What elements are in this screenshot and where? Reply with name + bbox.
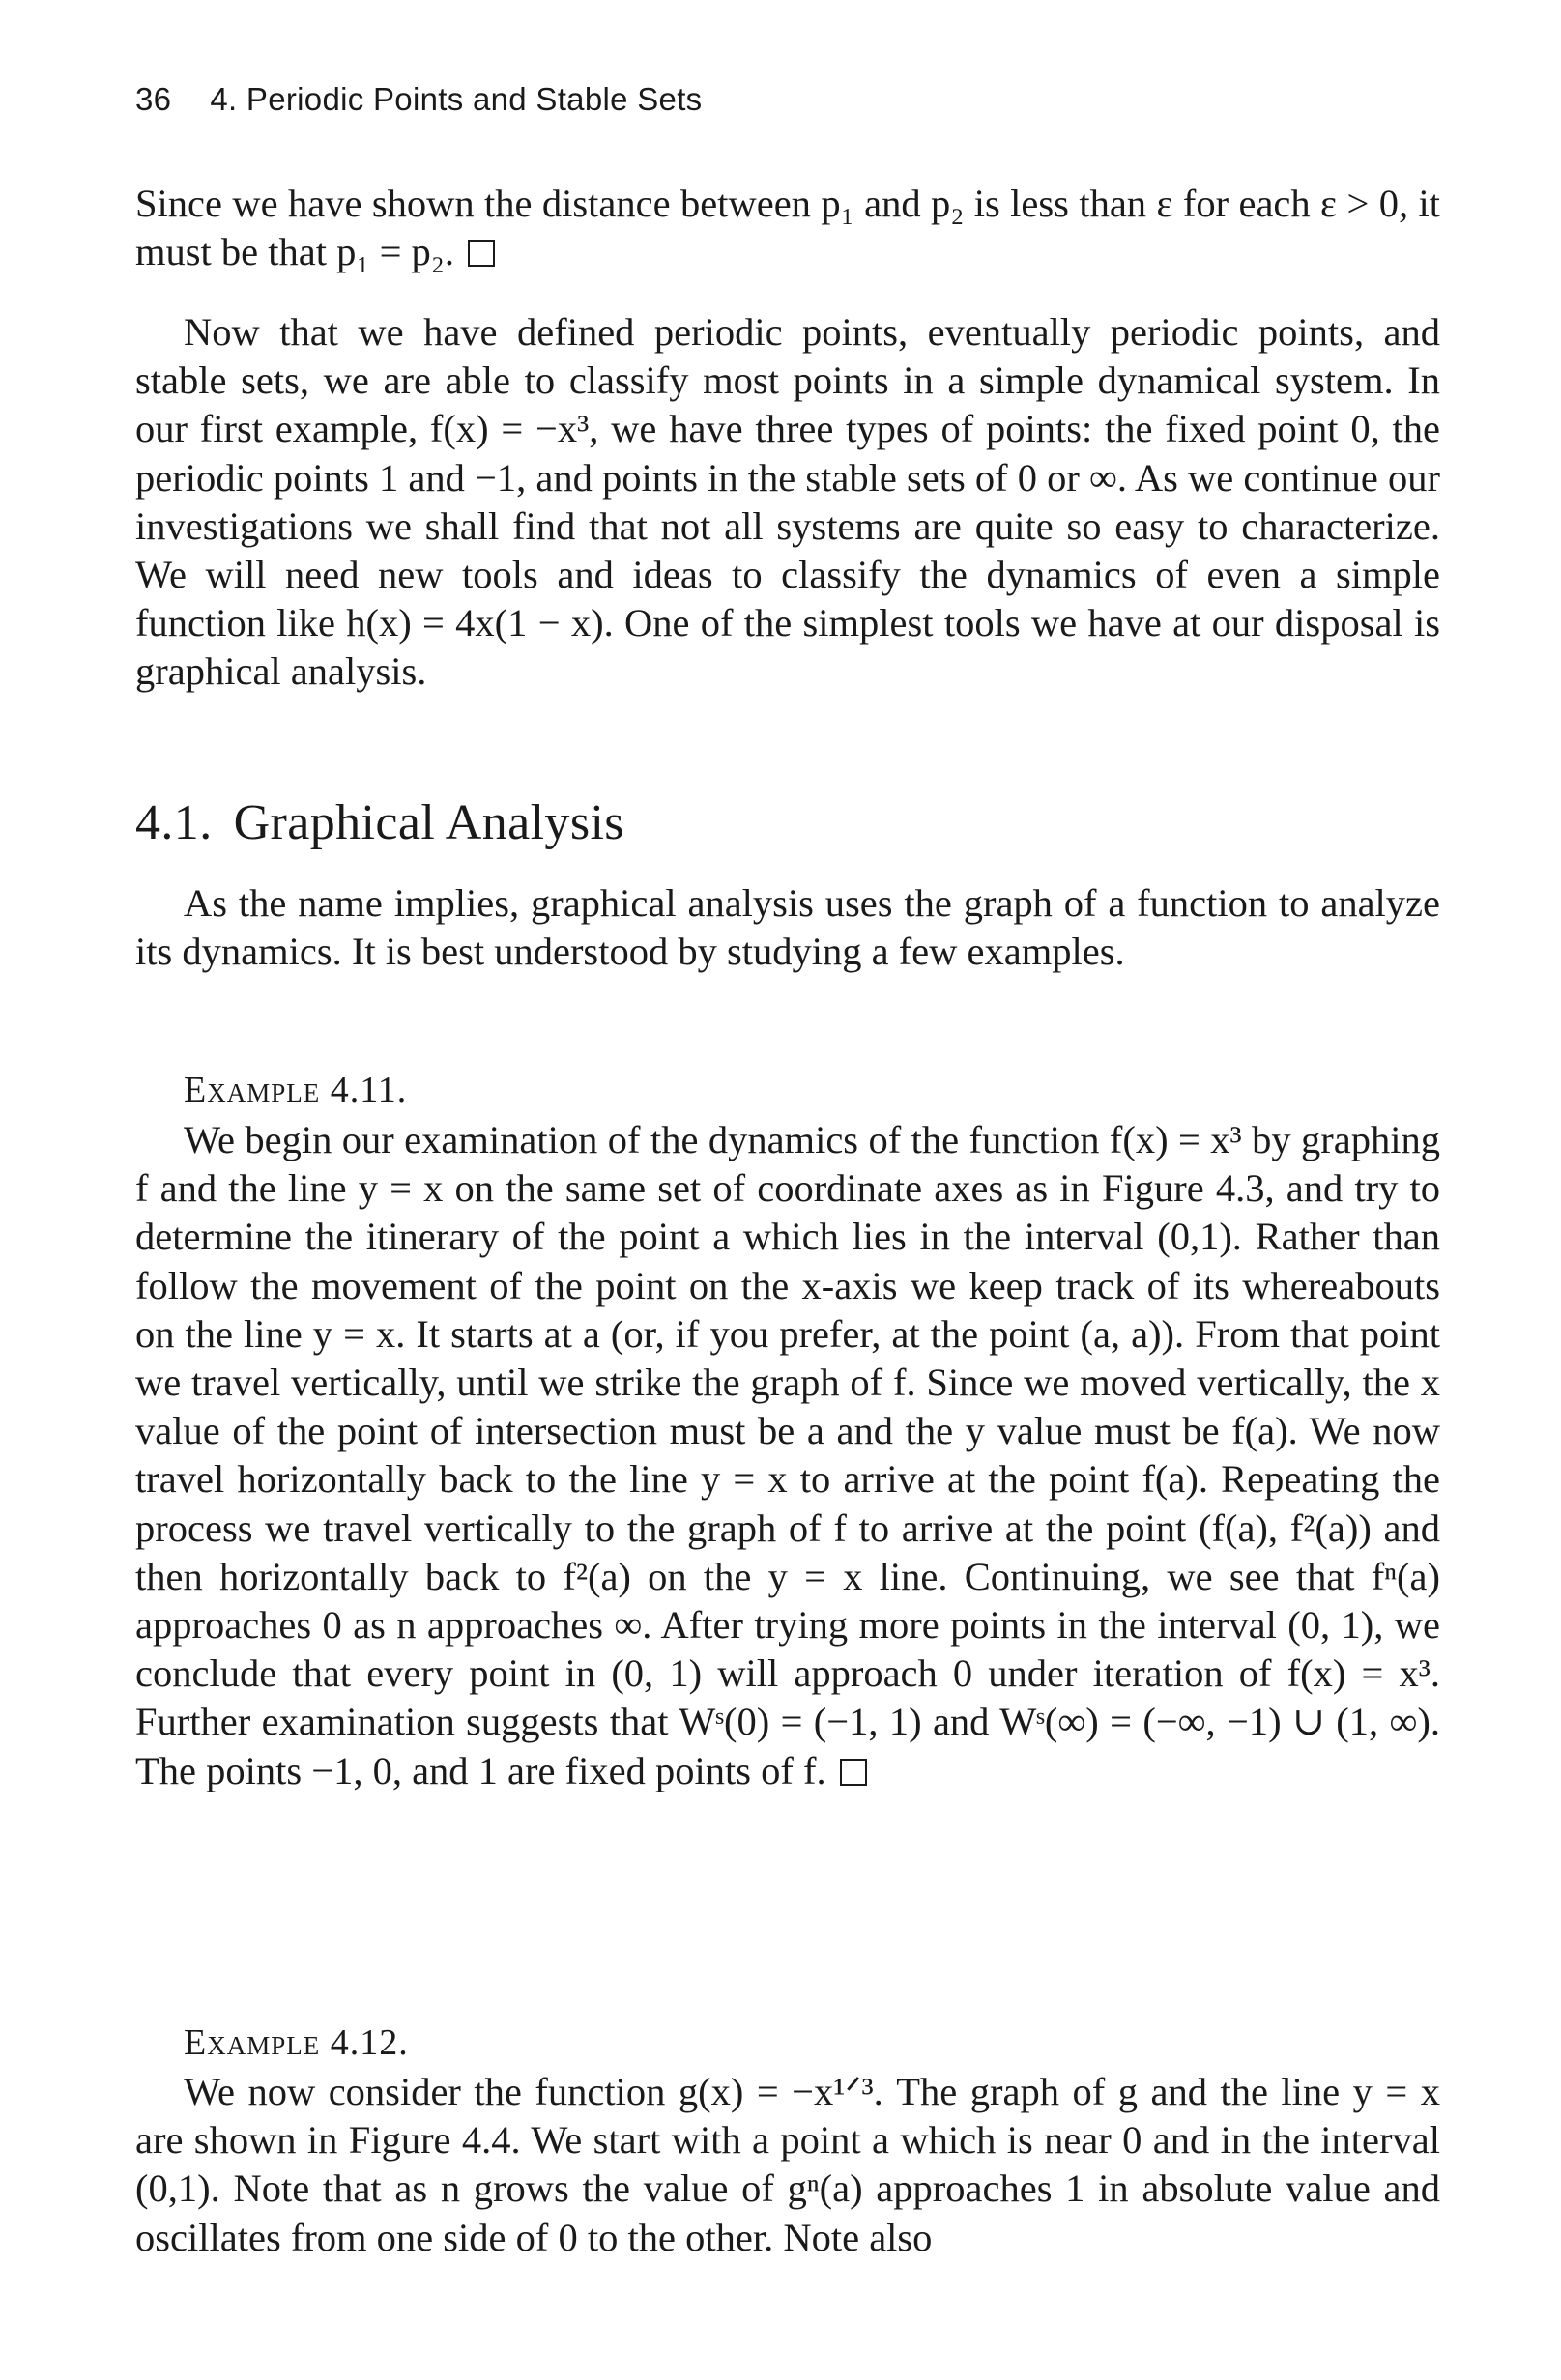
qed-box-icon [468,240,495,267]
section-number: 4.1. [135,795,213,850]
intro-paragraph-text: Now that we have defined periodic points, eventually periodic points, and stable sets, we are able to classify most points in a simple dynamical system. In our first example, f(x) = −x³, we have three types of points: the fixed point 0, the periodic points 1 and −1, and points in the stable sets of 0 or ∞. As we continue our investigations we shall find that not all systems are quite so easy to characterize. We will need new tools and ideas to classify the dynamics of even a simple function like h(x) = 4x(1 − x). One of the simplest tools we have at our disposal is graphical analysis. [135,310,1440,694]
example-4-11-body [135,1116,1440,1795]
section-intro [135,879,1440,976]
proof-conclusion-text: Since we have shown the distance between p₁ and p₂ is less than ε for each ε > 0, it must be that p₁ = p₂. [135,182,1440,274]
example-4-12-label: Example 4.12. [184,2022,409,2063]
section-heading [135,794,624,851]
example-4-11-label: Example 4.11. [184,1070,408,1110]
running-header [135,81,702,118]
example-4-12-body [135,2068,1440,2262]
proof-conclusion [135,180,1440,276]
intro-paragraph [135,308,1440,697]
chapter-title: 4. Periodic Points and Stable Sets [210,81,703,117]
example-4-11-text: We begin our examination of the dynamics of the function f(x) = x³ by graphing f and the line y = x on the same set of coordinate axes as in Figure 4.3, and try to determine the itinerary of the point a which lies in the interval (0,1). Rather than follow the movement of the point on the x-axis we keep track of its whereabouts on the line y = x. It starts at a (or, if you prefer, at the point (a, a)). From that point we travel vertically, until we strike the graph of f. Since we moved vertically, the x value of the point of intersection must be a and the y value must be f(a). We now travel horizontally back to the line y = x to arrive at the point f(a). Repeating the process we travel vertically to the graph of f to arrive at the point (f(a), f²(a)) and then horizontally back to f²(a) on the y = x line. Continuing, we see that fⁿ(a) approaches 0 as n approaches ∞. After trying more points in the interval (0, 1), we conclude that every point in (0, 1) will approach 0 under iteration of f(x) = x³. Further examination suggests that Wˢ(0) = (−1, 1) and Wˢ(∞) = (−∞, −1) ∪ (1, ∞). The points −1, 0, and 1 are fixed points of f. [135,1118,1440,1792]
qed-box-icon [840,1759,867,1786]
page-number: 36 [135,81,172,117]
section-intro-text: As the name implies, graphical analysis uses the graph of a function to analyze its dynamics. It is best understood by studying a few examples. [135,881,1440,974]
section-title: Graphical Analysis [233,795,624,850]
example-4-12-text: We now consider the function g(x) = −x¹ᐟ³. The graph of g and the line y = x are shown in Figure 4.4. We start with a point a which is near 0 and in the interval (0,1). Note that as n grows the value of gⁿ(a) approaches 1 in absolute value and oscillates from one side of 0 to the other. Note also [135,2070,1440,2259]
